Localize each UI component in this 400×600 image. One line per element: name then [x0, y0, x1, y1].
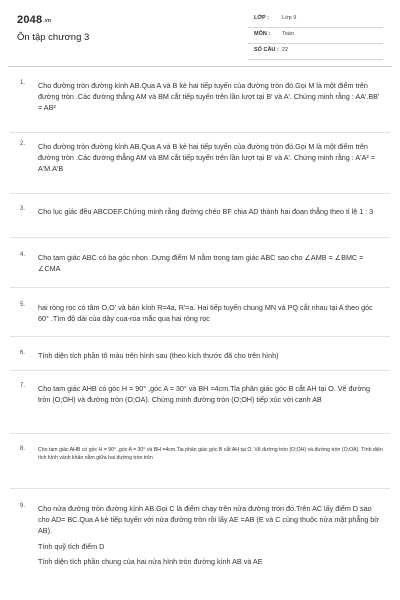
question-divider	[10, 287, 390, 288]
question-divider	[10, 336, 390, 337]
question-number: 1.	[20, 80, 26, 86]
question-divider	[10, 488, 390, 489]
meta-row-count	[248, 44, 383, 60]
question-divider	[10, 193, 390, 194]
question-content	[38, 503, 384, 567]
question-number: 8.	[20, 446, 26, 452]
meta-info	[248, 12, 383, 60]
page-title: Ôn tập chương 3	[17, 32, 90, 43]
question-number: 4.	[20, 252, 26, 258]
logo[interactable]	[17, 14, 51, 26]
question-number: 3.	[20, 206, 26, 212]
question-number: 9.	[20, 503, 26, 509]
question-number: 6.	[20, 350, 26, 356]
meta-row-subject	[248, 28, 383, 44]
meta-value-subject: Toán	[282, 31, 294, 37]
question-number: 7.	[20, 383, 26, 389]
question-text: Cho tam giác AHB có góc H = 90° ,góc A = 30° và BH =4cm.Tia phân giác góc B cắt AH tại O. Vẽ đường tròn (O;OH) và đường tròn (O;OA). Chứng minh đường tròn (O;OH) tiếp xúc với cạnh AB	[38, 384, 371, 405]
logo-text: 2048	[17, 14, 43, 26]
question-text: Tính diện tích phần tô màu trên hình sau (theo kích thước đã cho trên hình)	[38, 351, 279, 360]
question-text: Cho đường tròn đường kính AB.Qua A và B kẻ hai tiếp tuyến của đường tròn đó.Gọi M là một điểm trên đường tròn .Các đường thẳng AM và BM cắt tiếp tuyến trên lần lượt tại B' và A'. Chứng minh rằng : A'A² = A'M.A'B	[38, 142, 375, 174]
question-divider	[10, 433, 390, 434]
meta-value-class: Lớp 9	[282, 15, 297, 21]
question-subtask: Tính diện tích phần chung của hai nửa hình tròn đường kính AB và AE	[38, 556, 263, 566]
question-text: hai ròng rọc có tâm O,O' và bán kính R=4a, R'=a. Hai tiếp tuyến chung MN và PQ cắt nhau tại A theo góc 60° .Tìm độ dài của dây cua-roa mắc qua hai ròng rọc	[38, 303, 373, 324]
header	[0, 0, 400, 62]
meta-row-class	[248, 12, 383, 28]
question-text: Cho tam giác ABC có ba góc nhọn .Dựng điểm M nằm trong tam giác ABC sao cho ∠AMB = ∠BMC = ∠CMA	[38, 253, 364, 274]
logo-suffix: .vn	[43, 18, 52, 24]
question-subtask: Tính quỹ tích điểm D	[38, 541, 105, 551]
meta-key-subject: MÔN :	[254, 31, 271, 37]
question-divider	[10, 237, 390, 238]
header-divider	[8, 66, 392, 67]
meta-key-count: SỐ CÂU :	[254, 47, 279, 53]
question-number: 5.	[20, 302, 26, 308]
question-divider	[10, 370, 390, 371]
question-divider	[10, 132, 390, 133]
question-text: Cho đường tròn đường kính AB.Qua A và B kẻ hai tiếp tuyến của đường tròn đó.Gọi M là một điểm trên đường tròn .Các đường thẳng AM và BM cắt tiếp tuyến trên lần lượt tại B' và A'. Chứng minh rằng : AA'.BB' = AB²	[38, 81, 380, 113]
meta-value-count: 22	[282, 47, 289, 53]
question-text: Cho lục giác đều ABCDEF.Chứng minh rằng đường chéo BF chia AD thành hai đoạn thẳng theo tỉ lệ 1 : 3	[38, 207, 374, 216]
meta-key-class: LỚP :	[254, 15, 269, 21]
question-text: Cho tam giác AHB có góc H = 90° ,góc A = 30° và BH =4cm.Tia phân giác góc B cắt AH tại O. Vẽ đường tròn (O;OH) và đường tròn (O;OA). Tính diện tích hình vành khăn nằm giữa hai đường tròn trên	[38, 447, 383, 462]
question-number: 2.	[20, 141, 26, 147]
question-text: Cho nửa đường tròn đường kính AB.Gọi C là điểm chạy trên nửa đường tròn đó.Trên AC lấy điểm D sao cho AD= BC.Qua A kẻ tiếp tuyến với nửa đường tròn rồi lấy AE =AB (E và C cùng thuộc nửa mặt phẳng bờ AB).	[38, 504, 380, 536]
